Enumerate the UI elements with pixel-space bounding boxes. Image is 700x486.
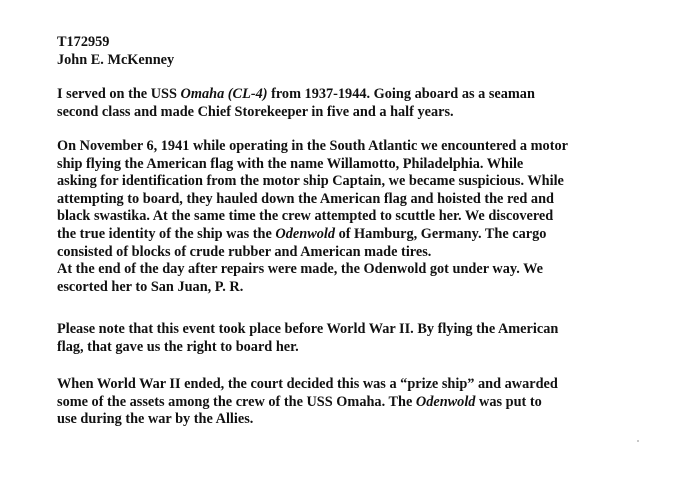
- paragraph-line: [57, 226, 687, 244]
- paragraph-line: attempting to board, they hauled down the American flag and hoisted the red and: [57, 190, 554, 207]
- header-block: [57, 34, 687, 69]
- ship-name-italic: Odenwold: [415, 393, 476, 410]
- text-run: the true identity of the ship was the: [57, 225, 276, 242]
- text-run: from 1937-1944. Going aboard as a seaman: [267, 86, 535, 102]
- paragraph-line: asking for identification from the motor ship Captain, we became suspicious. While: [57, 173, 564, 190]
- paragraph-note: [57, 321, 687, 356]
- paragraph-line: flag, that gave us the right to board her.: [57, 338, 299, 355]
- paragraph-line: [57, 394, 687, 412]
- speck-mark: [637, 440, 639, 442]
- document-id: T172959: [57, 34, 110, 50]
- paragraph-line: At the end of the day after repairs were made, the Odenwold got under way. We: [57, 261, 543, 278]
- ship-name-italic: Odenwold: [275, 225, 335, 242]
- paragraph-line: second class and made Chief Storekeeper in five and a half years.: [57, 103, 454, 120]
- paragraph-service: [57, 86, 687, 121]
- paragraph-prize-ship: [57, 376, 687, 429]
- author-name: John E. McKenney: [57, 51, 175, 68]
- paragraph-incident: [57, 138, 687, 296]
- ship-name-italic: Omaha (CL-4): [180, 86, 268, 102]
- paragraph-line: On November 6, 1941 while operating in the South Atlantic we encountered a motor: [57, 138, 568, 154]
- text-run: I served on the USS: [57, 86, 181, 102]
- text-run: of Hamburg, Germany. The cargo: [335, 225, 547, 242]
- paragraph-line: When World War II ended, the court decided this was a “prize ship” and awarded: [57, 376, 558, 392]
- paragraph-line: escorted her to San Juan, P. R.: [57, 278, 244, 295]
- paragraph-line: ship flying the American flag with the name Willamotto, Philadelphia. While: [57, 155, 524, 172]
- paragraph-line: consisted of blocks of crude rubber and American made tires.: [57, 243, 432, 260]
- paragraph-line: Please note that this event took place before World War II. By flying the American: [57, 321, 559, 337]
- text-run: some of the assets among the crew of the USS Omaha. The: [57, 393, 416, 410]
- paragraph-line: black swastika. At the same time the crew attempted to scuttle her. We discovered: [57, 208, 554, 225]
- text-run: was put to: [475, 393, 542, 410]
- paragraph-line: [57, 86, 687, 104]
- paragraph-line: use during the war by the Allies.: [57, 411, 254, 428]
